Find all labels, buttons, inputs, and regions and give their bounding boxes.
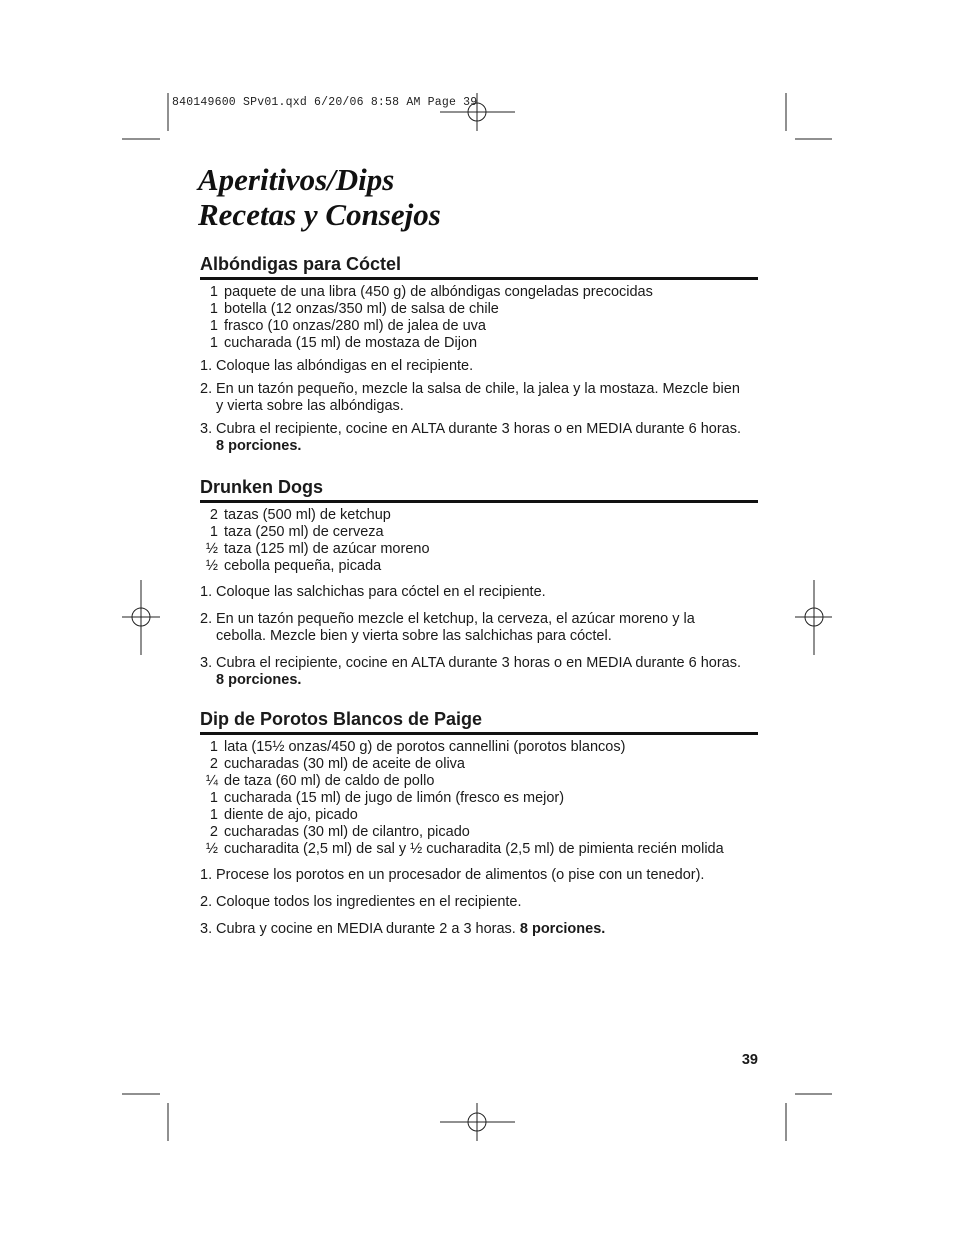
ingredient-item: [200, 318, 758, 335]
step-text: En un tazón pequeño mezcle el ketchup, la cerveza, el azúcar moreno y la cebolla. Mezcle bien y vierta sobre las salchichas para cóctel.: [216, 611, 695, 644]
ingredient-qty: 1: [209, 284, 218, 300]
servings-label: 8 porciones.: [216, 438, 302, 454]
ingredient-qty: 2: [209, 824, 218, 840]
step-number: 3.: [200, 921, 213, 937]
ingredient-qty: ½: [205, 558, 218, 574]
ingredient-list: [200, 739, 758, 858]
ingredient-text: paquete de una libra (450 g) de albóndigas congeladas precocidas: [224, 284, 653, 300]
step-text: En un tazón pequeño, mezcle la salsa de chile, la jalea y la mostaza. Mezcle bien y vierta sobre las albóndigas.: [216, 381, 740, 414]
page-number: 39: [741, 1052, 758, 1068]
step-item: [200, 655, 758, 689]
step-number: 1.: [200, 358, 213, 374]
ingredient-qty: 1: [209, 790, 218, 806]
recipe-dip-porotos: [200, 708, 758, 938]
page-title-line-2: Recetas y Consejos: [198, 197, 441, 232]
ingredient-qty: 1: [209, 524, 218, 540]
step-text: Cubra el recipiente, cocine en ALTA durante 3 horas o en MEDIA durante 6 horas.: [216, 421, 742, 437]
ingredient-text: cucharadas (30 ml) de aceite de oliva: [224, 756, 465, 772]
page-title: [198, 162, 441, 232]
ingredient-text: cucharadas (30 ml) de cilantro, picado: [224, 824, 470, 840]
step-item: [200, 358, 758, 375]
ingredient-text: de taza (60 ml) de caldo de pollo: [224, 773, 435, 789]
ingredient-qty: 1: [209, 301, 218, 317]
step-text: Cubra el recipiente, cocine en ALTA durante 3 horas o en MEDIA durante 6 horas.: [216, 655, 742, 671]
step-number: 3.: [200, 421, 213, 437]
ingredient-text: cucharada (15 ml) de mostaza de Dijon: [224, 335, 478, 351]
ingredient-item: [200, 284, 758, 301]
step-list: [200, 358, 758, 455]
ingredient-text: cucharada (15 ml) de jugo de limón (fresco es mejor): [224, 790, 565, 806]
step-item: [200, 381, 758, 415]
ingredient-qty: ½: [205, 841, 218, 857]
recipe-drunken-dogs: [200, 476, 758, 689]
recipe-heading: Drunken Dogs: [200, 476, 758, 503]
ingredient-qty: 2: [209, 507, 218, 523]
step-number: 1.: [200, 867, 213, 883]
ingredient-item: [200, 807, 758, 824]
ingredient-text: frasco (10 onzas/280 ml) de jalea de uva: [224, 318, 486, 334]
recipe-heading: Dip de Porotos Blancos de Paige: [200, 708, 758, 735]
step-text: Coloque las albóndigas en el recipiente.: [216, 358, 474, 374]
recipe-heading: Albóndigas para Cóctel: [200, 253, 758, 280]
step-number: 1.: [200, 584, 213, 600]
ingredient-item: [200, 824, 758, 841]
ingredient-item: [200, 773, 758, 790]
ingredient-qty: ½: [205, 541, 218, 557]
step-item: [200, 921, 758, 938]
ingredient-list: [200, 507, 758, 575]
ingredient-item: [200, 756, 758, 773]
ingredient-text: cucharadita (2,5 ml) de sal y ½ cucharadita (2,5 ml) de pimienta recién molida: [224, 841, 724, 857]
step-item: [200, 611, 758, 645]
step-list: [200, 584, 758, 689]
ingredient-text: cebolla pequeña, picada: [224, 558, 382, 574]
servings-label: 8 porciones.: [216, 672, 302, 688]
ingredient-qty: 2: [209, 756, 218, 772]
ingredient-qty: 1: [209, 318, 218, 334]
ingredient-item: [200, 790, 758, 807]
ingredient-item: [200, 739, 758, 756]
step-item: [200, 867, 758, 884]
step-text: Procese los porotos en un procesador de alimentos (o pise con un tenedor).: [216, 867, 705, 883]
ingredient-item: [200, 507, 758, 524]
ingredient-text: tazas (500 ml) de ketchup: [224, 507, 391, 523]
ingredient-item: [200, 541, 758, 558]
ingredient-qty: 1: [209, 739, 218, 755]
step-list: [200, 867, 758, 938]
file-slug-line: 840149600 SPv01.qxd 6/20/06 8:58 AM Page 39: [172, 96, 478, 109]
ingredient-text: taza (125 ml) de azúcar moreno: [224, 541, 430, 557]
step-number: 3.: [200, 655, 213, 671]
step-number: 2.: [200, 611, 213, 627]
ingredient-text: diente de ajo, picado: [224, 807, 358, 823]
ingredient-item: [200, 335, 758, 352]
page-title-line-1: Aperitivos/Dips: [198, 162, 395, 197]
step-item: [200, 584, 758, 601]
ingredient-qty: 1: [209, 807, 218, 823]
ingredient-text: taza (250 ml) de cerveza: [224, 524, 384, 540]
step-number: 2.: [200, 381, 213, 397]
ingredient-list: [200, 284, 758, 352]
ingredient-text: botella (12 onzas/350 ml) de salsa de chile: [224, 301, 499, 317]
ingredient-item: [200, 301, 758, 318]
step-text: Coloque las salchichas para cóctel en el recipiente.: [216, 584, 546, 600]
ingredient-item: [200, 841, 758, 858]
step-text: Cubra y cocine en MEDIA durante 2 a 3 horas.: [216, 921, 520, 937]
ingredient-qty: 1: [209, 335, 218, 351]
ingredient-item: [200, 524, 758, 541]
ingredient-text: lata (15½ onzas/450 g) de porotos cannellini (porotos blancos): [224, 739, 626, 755]
servings-label: 8 porciones.: [519, 921, 606, 937]
step-item: [200, 894, 758, 911]
step-item: [200, 421, 758, 455]
recipe-albondigas: [200, 253, 758, 455]
step-text: Coloque todos los ingredientes en el recipiente.: [216, 894, 522, 910]
ingredient-qty: ¼: [205, 773, 218, 789]
ingredient-item: [200, 558, 758, 575]
step-number: 2.: [200, 894, 213, 910]
